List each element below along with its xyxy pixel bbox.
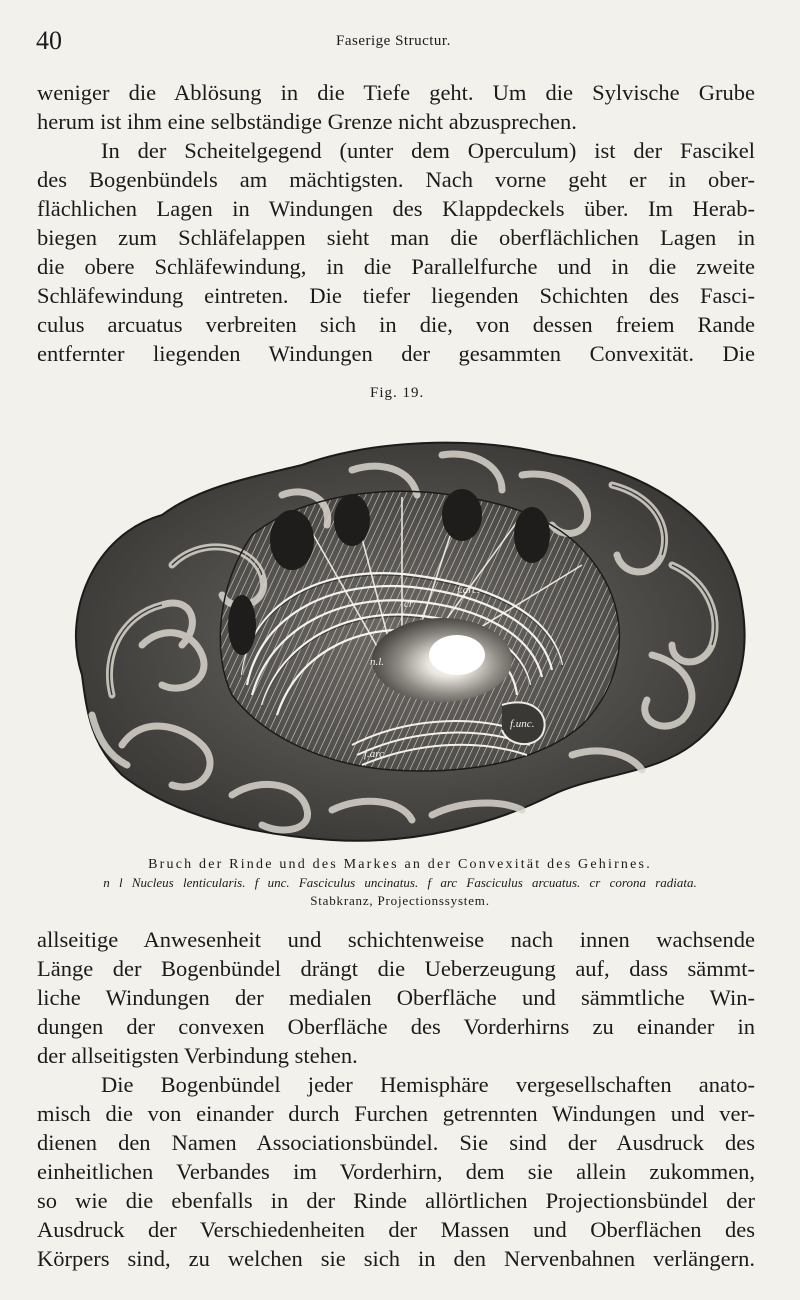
text-line: die obere Schläfewindung, in die Parallelfurche und in die zweite <box>37 254 755 279</box>
paragraph-bottom <box>37 925 755 1273</box>
page-number: 40 <box>36 26 62 55</box>
text-line: weniger die Ablösung in die Tiefe geht. Um die Sylvische Grube <box>37 80 755 105</box>
text-line: Schläfewindung eintreten. Die tiefer liegenden Schichten des Fasci- <box>37 283 755 308</box>
text-line: biegen zum Schläfelappen sieht man die oberflächlichen Lagen in <box>37 225 755 250</box>
label-nl: n.l. <box>370 656 385 668</box>
text-line: flächlichen Lagen in Windungen des Klappdeckels über. Im Herab- <box>37 196 755 221</box>
caption-title: Bruch der Rinde und des Markes an der Convexität des Gehirnes. <box>148 857 652 872</box>
text-line: dungen der convexen Oberfläche des Vorderhirns zu einander in <box>37 1014 755 1039</box>
text-line: herum ist ihm eine selbständige Grenze nicht abzusprechen. <box>37 109 577 134</box>
text-line: Länge der Bogenbündel drängt die Ueberzeugung auf, dass sämmt- <box>37 956 755 981</box>
text-line: entfernter liegenden Windungen der gesammten Convexität. Die <box>37 341 755 366</box>
label-farc-bottom: f.arc. <box>364 748 387 760</box>
paragraph-top <box>37 78 755 368</box>
brain-dissection-drawing <box>52 415 752 855</box>
label-cr: cr <box>404 598 414 610</box>
text-line: Körpers sind, zu welchen sie sich in den Nervenbahnen verlängern. <box>37 1246 755 1271</box>
text-line: einheitlichen Verbandes im Vorderhirn, dem sie allein zukommen, <box>37 1159 755 1184</box>
caption-legend: n l Nucleus lenticularis. f unc. Fasciculus uncinatus. f arc Fasciculus arcuatus. cr corona radiata. <box>103 875 697 890</box>
text-line: In der Scheitelgegend (unter dem Operculum) ist der Fascikel <box>101 138 755 163</box>
running-head: Faserige Structur. <box>336 33 451 49</box>
text-line: so wie die ebenfalls in der Rinde allörtlichen Projectionsbündel der <box>37 1188 755 1213</box>
text-line: Die Bogenbündel jeder Hemisphäre vergesellschaften anato- <box>101 1072 755 1097</box>
text-line: liche Windungen der medialen Oberfläche und sämmtliche Win- <box>37 985 755 1010</box>
brain-illustration <box>52 415 752 855</box>
page-header <box>36 24 764 58</box>
text-line: dienen den Namen Associationsbündel. Sie sind der Ausdruck des <box>37 1130 755 1155</box>
label-func: f.unc. <box>510 718 535 730</box>
figure-label: Fig. 19. <box>370 385 425 401</box>
caption-subtitle: Stabkranz, Projectionssystem. <box>310 893 490 908</box>
label-farc-top: f.arc. <box>457 584 480 596</box>
text-line: Ausdruck der Verschiedenheiten der Massen und Oberflächen des <box>37 1217 755 1242</box>
text-line: culus arcuatus verbreiten sich in die, von dessen freiem Rande <box>37 312 755 337</box>
figure-caption <box>40 855 760 910</box>
text-line: der allseitigsten Verbindung stehen. <box>37 1043 358 1068</box>
text-line: misch die von einander durch Furchen getrennten Windungen und ver- <box>37 1101 755 1126</box>
text-line: allseitige Anwesenheit und schichtenweise nach innen wachsende <box>37 927 755 952</box>
text-line: des Bogenbündels am mächtigsten. Nach vorne geht er in ober- <box>37 167 755 192</box>
